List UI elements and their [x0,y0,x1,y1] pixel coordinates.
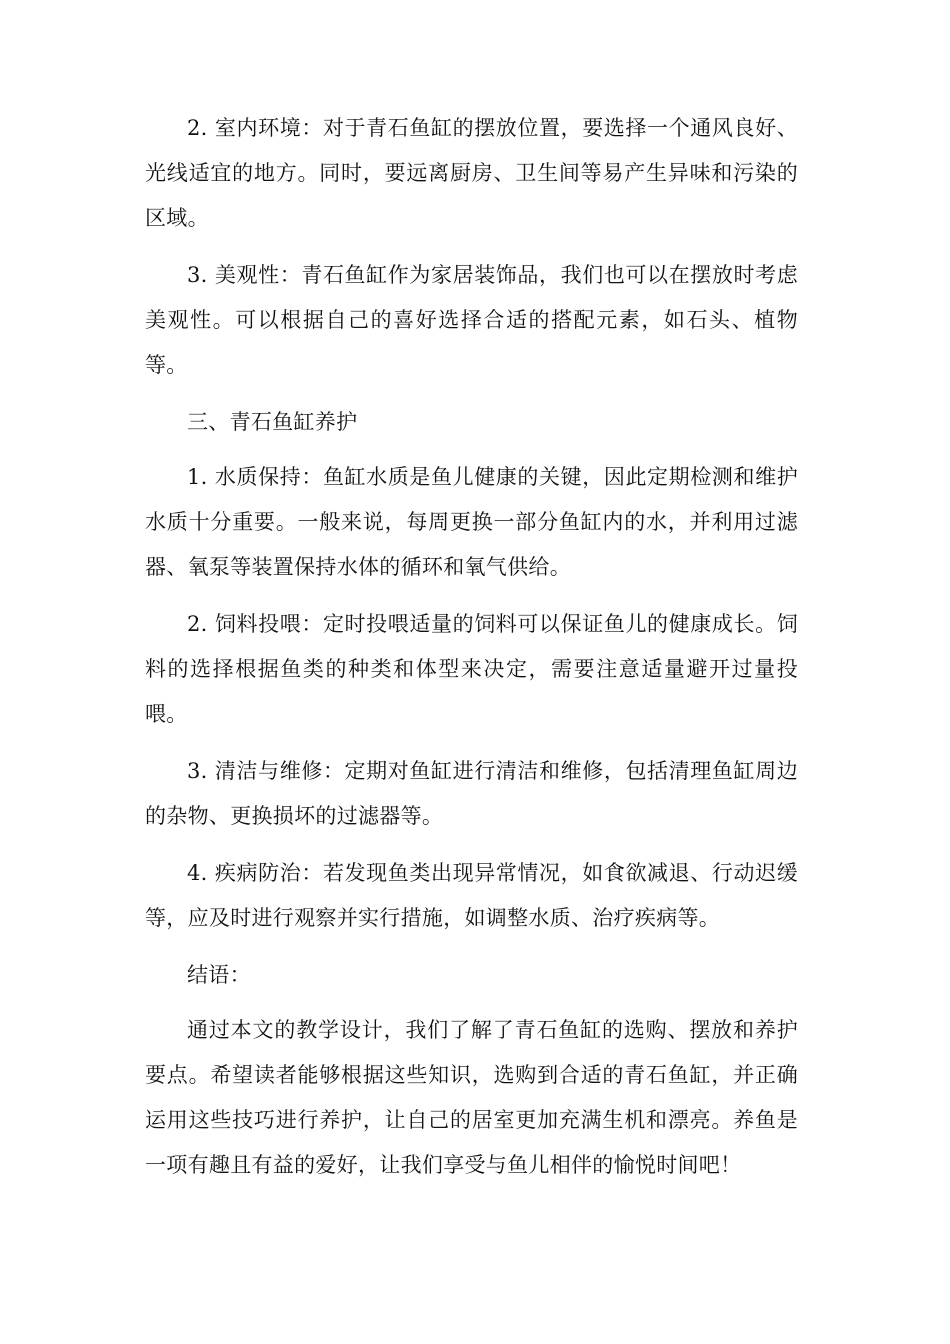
section-heading-conclusion: 结语： [187,963,251,987]
paragraph-conclusion: 通过本文的教学设计，我们了解了青石鱼缸的选购、摆放和养护要点。希望读者能够根据这些知识，选购到合适的青石鱼缸，并正确运用这些技巧进行养护，让自己的居室更加充满生机和漂亮。养鱼是一项有趣且有益的爱好，让我们享受与鱼儿相伴的愉悦时间吧！ [145,1018,798,1177]
section-heading-maintenance: 三、青石鱼缸养护 [187,410,358,434]
paragraph-indoor-environment: 2. 室内环境：对于青石鱼缸的摆放位置，要选择一个通风良好、光线适宜的地方。同时，要远离厨房、卫生间等易产生异味和污染的区域。 [145,116,798,230]
paragraph-water-quality: 1. 水质保持：鱼缸水质是鱼儿健康的关键，因此定期检测和维护水质十分重要。一般来说，每周更换一部分鱼缸内的水，并利用过滤器、氧泵等装置保持水体的循环和氧气供给。 [145,465,798,579]
paragraph-feeding: 2. 饲料投喂：定时投喂适量的饲料可以保证鱼儿的健康成长。饲料的选择根据鱼类的种类和体型来决定，需要注意适量避开过量投喂。 [145,612,798,726]
paragraph-disease-prevention: 4. 疾病防治：若发现鱼类出现异常情况，如食欲减退、行动迟缓等，应及时进行观察并实行措施，如调整水质、治疗疾病等。 [145,861,798,930]
paragraph-cleaning: 3. 清洁与维修：定期对鱼缸进行清洁和维修，包括清理鱼缸周边的杂物、更换损坏的过滤器等。 [145,759,798,828]
paragraph-aesthetics: 3. 美观性：青石鱼缸作为家居装饰品，我们也可以在摆放时考虑美观性。可以根据自己的喜好选择合适的搭配元素，如石头、植物等。 [145,263,798,377]
